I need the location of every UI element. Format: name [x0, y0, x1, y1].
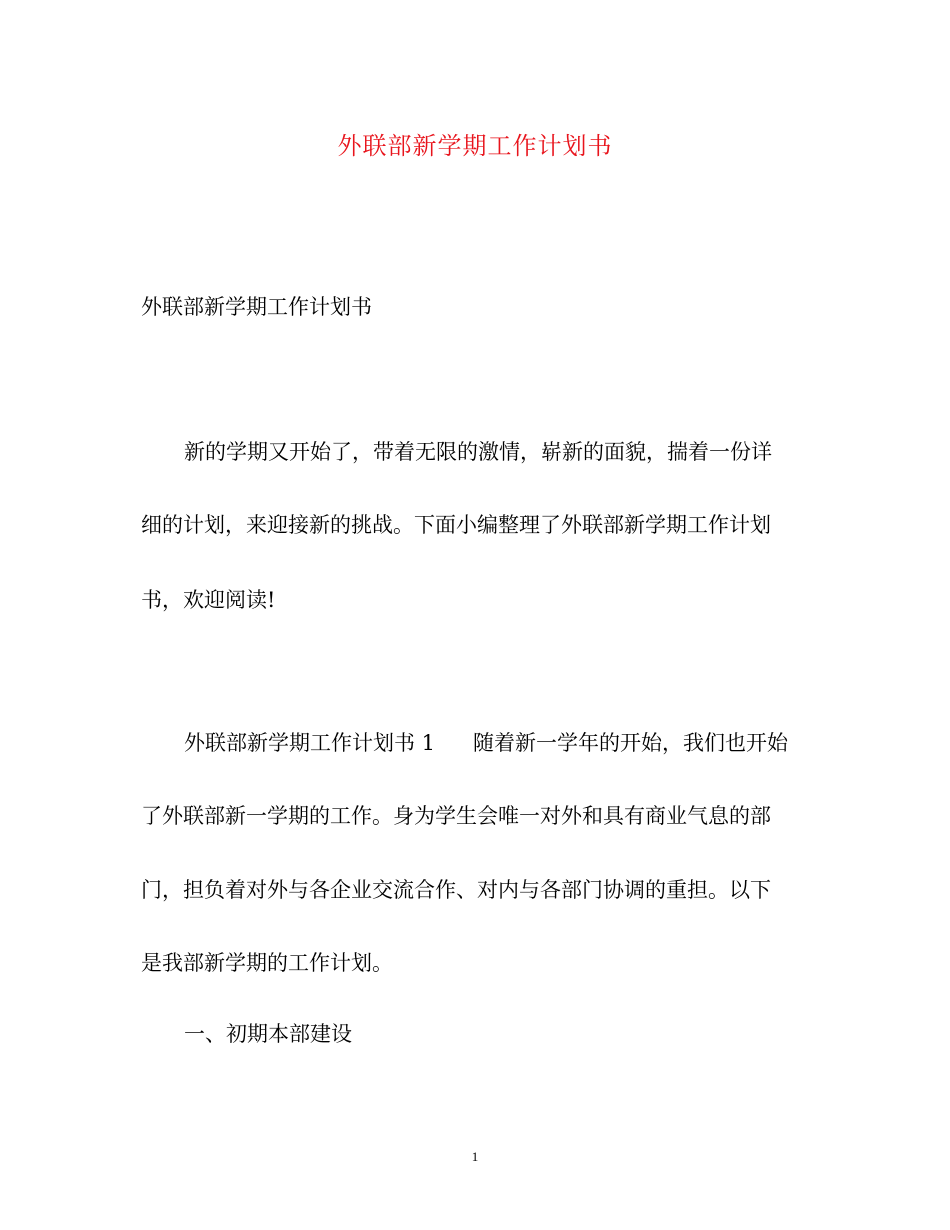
section1-heading: 外联部新学期工作计划书 1: [184, 731, 436, 755]
item-1-heading: 一、初期本部建设: [184, 1022, 352, 1046]
section1-line-1: 随着新一学年的开始，我们也开始: [473, 731, 789, 755]
page-number: 1: [471, 1149, 479, 1164]
document-title: 外联部新学期工作计划书: [337, 132, 613, 160]
section1-line-4: 是我部新学期的工作计划。: [141, 951, 393, 975]
document-subtitle: 外联部新学期工作计划书: [141, 295, 372, 319]
intro-line-3: 书，欢迎阅读!: [141, 588, 276, 612]
intro-line-1: 新的学期又开始了，带着无限的激情，崭新的面貌，揣着一份详: [184, 440, 772, 464]
intro-line-2: 细的计划，来迎接新的挑战。下面小编整理了外联部新学期工作计划: [141, 513, 771, 537]
section1-line-3: 门，担负着对外与各企业交流合作、对内与各部门协调的重担。以下: [141, 878, 771, 902]
section1-line-2: 了外联部新一学期的工作。身为学生会唯一对外和具有商业气息的部: [141, 804, 771, 828]
section1-first-line: [184, 727, 788, 759]
